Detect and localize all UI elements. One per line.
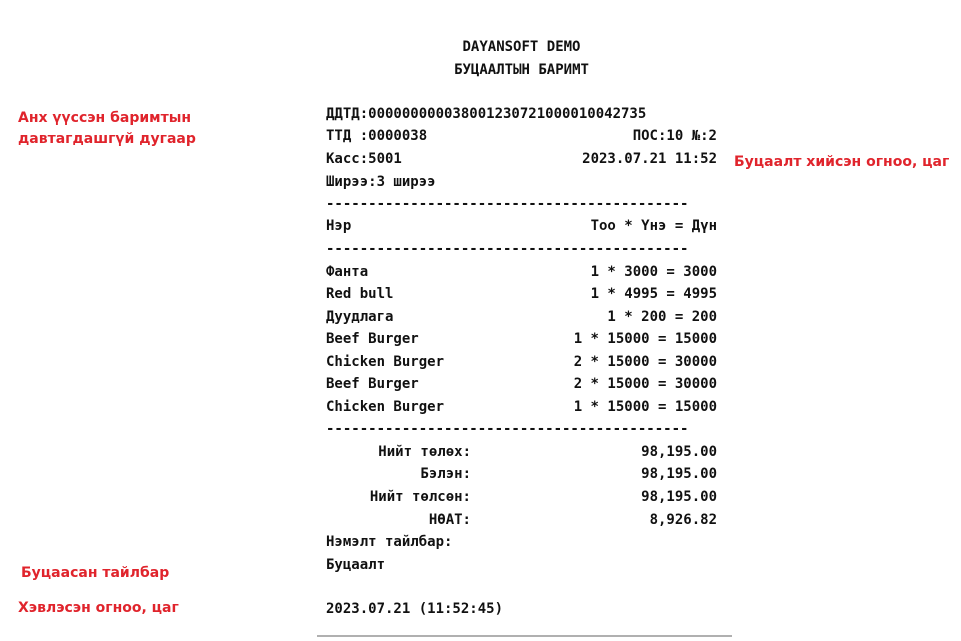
return-datetime: 2023.07.21 11:52	[582, 151, 717, 167]
separator: -------------------------------------------	[326, 241, 689, 257]
total-due-value: 98,195.00	[641, 444, 717, 460]
item-name: Beef Burger	[326, 376, 419, 392]
item-calc: 1 * 4995 = 4995	[590, 286, 717, 302]
column-calc: Тоо * Үнэ = Дүн	[590, 218, 717, 234]
item-calc: 1 * 3000 = 3000	[590, 264, 717, 280]
note-label-text: Нэмэлт тайлбар:	[326, 534, 453, 550]
ttd-value: ТТД :0000038	[326, 128, 428, 144]
table-line	[326, 172, 717, 192]
receipt-title: БУЦААЛТЫН БАРИМТ	[454, 62, 589, 78]
annotation-ddtd-line1: Анх үүссэн баримтын	[18, 110, 192, 126]
ddtd-line	[326, 104, 717, 124]
annotation-ddtd-line2: давтагдашгүй дугаар	[18, 131, 196, 147]
bottom-divider	[317, 635, 732, 637]
note-value: Буцаалт	[326, 557, 386, 573]
separator: -------------------------------------------	[326, 421, 689, 437]
item-name: Red bull	[326, 286, 394, 302]
list-item	[326, 307, 717, 327]
item-name: Дуудлага	[326, 309, 394, 325]
annotation-return-note: Буцаасан тайлбар	[21, 565, 170, 581]
column-header	[326, 216, 717, 236]
total-paid-value: 98,195.00	[641, 489, 717, 505]
vat-label: НӨАТ:	[428, 512, 471, 528]
list-item	[326, 262, 717, 282]
item-name: Beef Burger	[326, 331, 419, 347]
list-item	[326, 329, 717, 349]
item-calc: 1 * 15000 = 15000	[573, 399, 717, 415]
annotation-return-datetime: Буцаалт хийсэн огноо, цаг	[734, 154, 950, 170]
note-label	[326, 532, 717, 552]
table-value: Ширээ:3 ширээ	[326, 174, 436, 190]
ddtd-value: ДДТД:000000000038001230721000010042735	[326, 106, 647, 122]
cashier-value: Касс:5001	[326, 151, 402, 167]
cashier-date-line	[326, 149, 717, 169]
annotation-printed-datetime: Хэвлэсэн огноо, цаг	[18, 600, 179, 616]
item-calc: 1 * 15000 = 15000	[573, 331, 717, 347]
item-calc: 2 * 15000 = 30000	[573, 376, 717, 392]
item-name: Фанта	[326, 264, 369, 280]
company-name: DAYANSOFT DEMO	[462, 39, 581, 55]
list-item	[326, 352, 717, 372]
item-name: Chicken Burger	[326, 399, 445, 415]
column-name: Нэр	[326, 218, 352, 234]
cash-label: Бэлэн:	[420, 466, 471, 482]
item-calc: 1 * 200 = 200	[607, 309, 717, 325]
total-due-label: Нийт төлөх:	[378, 444, 471, 460]
separator: -------------------------------------------	[326, 196, 689, 212]
printed-datetime	[326, 599, 717, 619]
ttd-pos-line	[326, 126, 717, 146]
printed-datetime-value: 2023.07.21 (11:52:45)	[326, 601, 504, 617]
item-calc: 2 * 15000 = 30000	[573, 354, 717, 370]
list-item	[326, 397, 717, 417]
cash-value: 98,195.00	[641, 466, 717, 482]
pos-value: ПОС:10 №:2	[632, 128, 717, 144]
item-name: Chicken Burger	[326, 354, 445, 370]
note-text	[326, 555, 717, 575]
vat-value: 8,926.82	[649, 512, 717, 528]
total-paid-label: Нийт төлсөн:	[369, 489, 471, 505]
list-item	[326, 284, 717, 304]
list-item	[326, 374, 717, 394]
